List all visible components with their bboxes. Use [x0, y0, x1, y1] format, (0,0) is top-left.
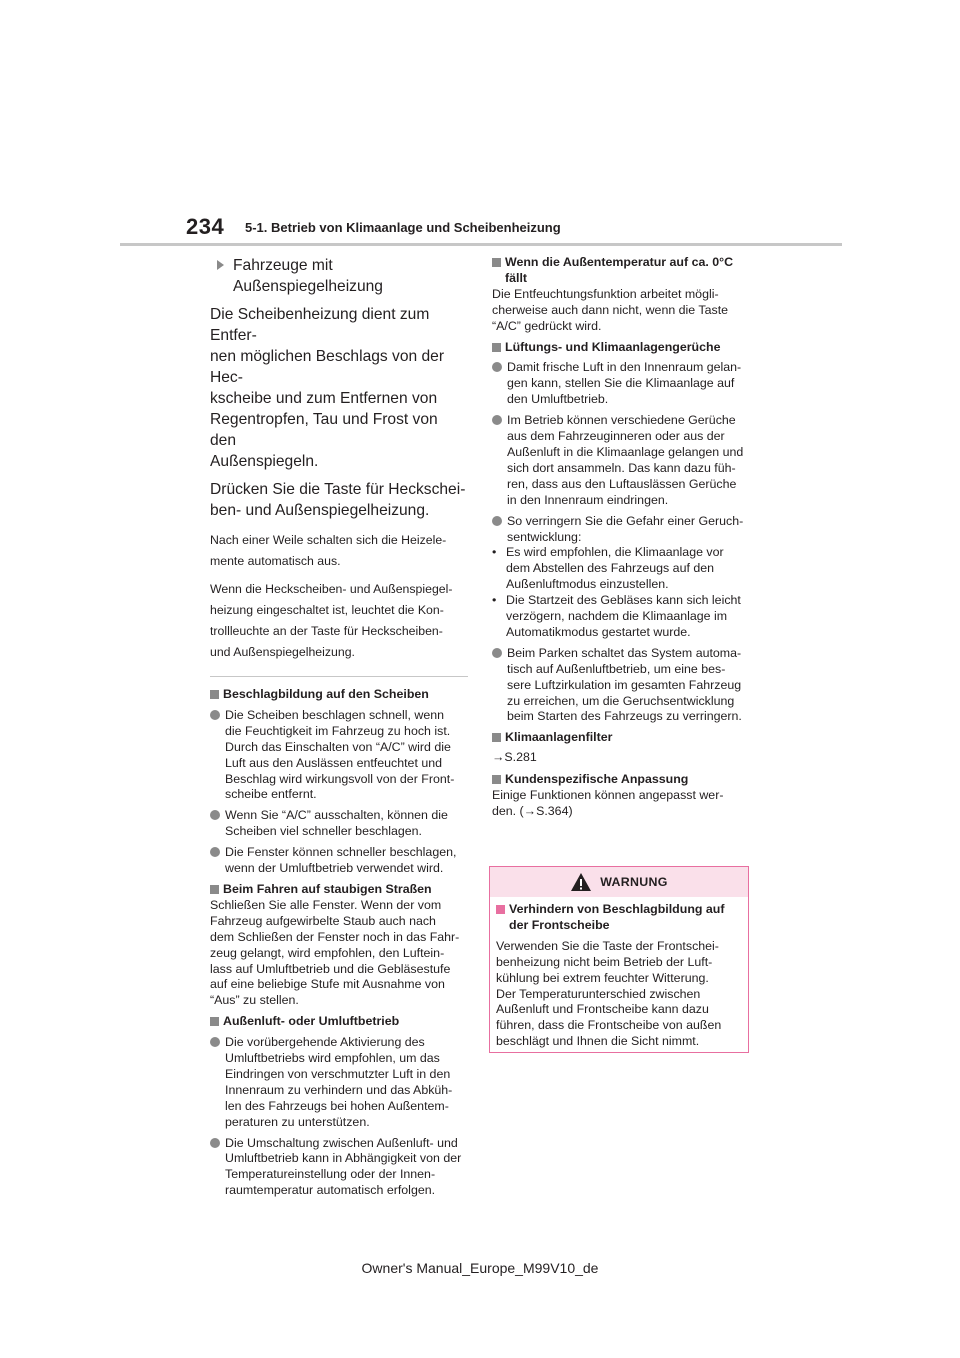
heading-customization: Kundenspezifische Anpassung [492, 772, 750, 788]
subheading: Fahrzeuge mit Außenspiegelheizung [210, 255, 468, 297]
text-line: Die Entfeuchtungsfunktion arbeitet mögli- [492, 286, 719, 301]
text-line: Die Startzeit des Gebläses kann sich leicht [506, 593, 741, 608]
left-column [210, 255, 468, 1199]
section-divider [210, 676, 468, 677]
warning-box [489, 866, 749, 1053]
text-line: Die Fenster können schneller beschlagen, [225, 845, 457, 860]
text-line: Temperatureinstellung oder der Innen- [225, 1167, 436, 1182]
paragraph-1 [210, 304, 468, 472]
text-line: Die Scheibenheizung dient zum Entfer- [210, 306, 430, 344]
text-line: Der Temperaturunterschied zwischen [496, 986, 701, 1001]
text-line: Scheiben viel schneller beschlagen. [225, 824, 422, 839]
bullet-icon [210, 847, 220, 857]
square-bullet-icon [210, 1017, 219, 1026]
text-line: peraturen zu unterstützen. [225, 1114, 370, 1129]
bullet-icon [492, 362, 502, 372]
square-bullet-icon [492, 258, 501, 267]
paragraph-dusty-roads [210, 898, 468, 1009]
text-line: “A/C” gedrückt wird. [492, 318, 602, 333]
list-item [210, 845, 468, 877]
text-line: die Feuchtigkeit im Fahrzeug zu hoch ist. [225, 723, 451, 738]
header-rule [120, 243, 842, 246]
heading-filter: Klimaanlagenfilter [492, 730, 750, 746]
text-line: aus dem Fahrzeuginneren oder aus der [507, 429, 725, 444]
warning-title: WARNUNG [600, 875, 668, 889]
text-line: Außenluft in die Klimaanlage gelangen und [507, 444, 744, 459]
square-bullet-icon [210, 690, 219, 699]
text-line: Die vorübergehende Aktivierung des [225, 1035, 425, 1050]
text-line: zu erreichen, um die Geruchsentwicklung [507, 693, 735, 708]
bullet-icon [492, 516, 502, 526]
list-item [210, 1136, 468, 1200]
text-line: Nach einer Weile schalten sich die Heizele- [210, 533, 447, 547]
text-line: beim Starten des Fahrzeugs zu verringern. [507, 709, 742, 724]
text-line: Wenn Sie “A/C” ausschalten, können die [225, 808, 448, 823]
text-line: und Außenspiegelheizung. [210, 645, 355, 659]
text-line: fällt [505, 270, 528, 285]
dash-item: • Die Startzeit des Gebläses kann sich leicht verzögern, nachdem die Klimaanlage im Automatikmodus gestartet wurde. [492, 593, 741, 639]
bullet-icon [210, 810, 220, 820]
text-line: Die Scheiben beschlagen schnell, wenn [225, 707, 445, 722]
text-line: scheibe entfernt. [225, 787, 317, 802]
text-line: Beim Parken schaltet das System automa- [507, 645, 742, 660]
text-line: raumtemperatur automatisch erfolgen. [225, 1183, 436, 1198]
warning-body [490, 897, 748, 1050]
text-line: gen kann, stellen Sie die Klimaanlage auf [507, 376, 735, 391]
list-item [492, 360, 750, 408]
text-line: cherweise auch dann nicht, wenn die Taste [492, 302, 729, 317]
text-line: Automatikmodus gestartet wurde. [506, 624, 691, 639]
section-title: 5-1. Betrieb von Klimaanlage und Scheibenheizung [245, 220, 561, 235]
paragraph-3 [210, 530, 468, 572]
text-line: den Umluftbetrieb. [507, 392, 609, 407]
text-line: auf eine beliebige Stufe mit Ausnahme von [210, 977, 445, 992]
heading-air-mode: Außenluft- oder Umluftbetrieb [210, 1014, 468, 1030]
heading-outside-temp [492, 255, 750, 287]
text-line: Drücken Sie die Taste für Heckschei- [210, 481, 466, 498]
text-line: Eindringen von verschmutzter Luft in den [225, 1066, 451, 1081]
text-line: Einige Funktionen können angepasst wer- [492, 788, 724, 803]
text-line: Wenn die Heckscheiben- und Außenspiegel- [210, 582, 453, 596]
dash-item: • Es wird empfohlen, die Klimaanlage vor dem Abstellen des Fahrzeugs auf den Außenluftmodus einzustellen. [492, 545, 724, 592]
bullet-icon [210, 1037, 220, 1047]
text-line: So verringern Sie die Gefahr einer Geruch- [507, 513, 744, 528]
text-line: kühlung bei extrem feuchter Witterung. [496, 970, 709, 985]
square-bullet-icon [492, 775, 501, 784]
text-line: Umluftbetriebs wird empfohlen, um das [225, 1051, 440, 1066]
text-line: benheizung nicht beim Betrieb der Luft- [496, 954, 713, 969]
list-item [492, 646, 750, 726]
square-bullet-icon [210, 885, 219, 894]
text-line: Im Betrieb können verschiedene Gerüche [507, 413, 736, 428]
text-line: Außenspiegeln. [210, 453, 319, 470]
page-number: 234 [186, 214, 225, 239]
bullet-icon [492, 415, 502, 425]
text-line: Verwenden Sie die Taste der Frontschei- [496, 938, 719, 953]
text-line: ben- und Außenspiegelheizung. [210, 502, 430, 519]
footer-text: Owner's Manual_Europe_M99V10_de [361, 1260, 599, 1276]
list-item [492, 514, 750, 546]
text-line: Außenluft und Frontscheibe kann dazu [496, 1002, 709, 1017]
text-line: trollleuchte an der Taste für Heckscheiben- [210, 624, 443, 638]
text-line: mente automatisch aus. [210, 554, 341, 568]
heading-odors: Lüftungs- und Klimaanlagengerüche [492, 340, 750, 356]
text-line: Damit frische Luft in den Innenraum gelan- [507, 360, 742, 375]
text-line: der Frontscheibe [509, 917, 610, 932]
text-line: Verhindern von Beschlagbildung auf [509, 902, 725, 916]
paragraph-customization [492, 788, 750, 820]
bullet-icon [210, 1138, 220, 1148]
heading-dusty-roads: Beim Fahren auf staubigen Straßen [210, 882, 468, 898]
text-line: Regentropfen, Tau und Frost von den [210, 411, 438, 449]
text-line: sentwicklung: [507, 529, 582, 544]
text-line: Schließen Sie alle Fenster. Wenn der vom [210, 897, 442, 912]
paragraph-4 [210, 579, 468, 663]
text-line: “Aus” zu stellen. [210, 993, 299, 1008]
paragraph-outside-temp [492, 287, 750, 335]
text-line: Wenn die Außentemperatur auf ca. 0°C [505, 255, 734, 269]
text-line: beschlägt und Ihnen die Sicht nimmt. [496, 1034, 700, 1049]
text-line: tisch auf Außenluftbetrieb, um eine bes- [507, 661, 726, 676]
list-item [492, 413, 750, 508]
text-line: sich dort ansammeln. Das kann dazu füh- [507, 460, 736, 475]
text-line: Umluftbetrieb kann in Abhängigkeit von der [225, 1151, 462, 1166]
text-line: Luft aus den Auslässen entfeuchtet und [225, 755, 442, 770]
bullet-icon [492, 648, 502, 658]
right-column [492, 255, 750, 820]
text-line: Beschlag wird wirkungsvoll von der Front- [225, 771, 455, 786]
text-line: verzögern, nachdem die Klimaanlage im [506, 609, 728, 624]
text-line: len des Fahrzeugs bei hohen Außentem- [225, 1098, 449, 1113]
text-line: den. (→S.364) [492, 804, 573, 818]
warning-header [490, 867, 748, 897]
square-bullet-icon [496, 905, 505, 914]
text-line: Durch das Einschalten von “A/C” wird die [225, 739, 451, 754]
filter-page-reference[interactable]: →S.281 [492, 750, 537, 765]
text-line: kscheibe und zum Entfernen von [210, 390, 438, 407]
text-line: Fahrzeug aufgewirbelte Staub auch nach [210, 913, 436, 928]
text-line: Innenraum zu verhindern und das Abküh- [225, 1082, 453, 1097]
text-line: Außenluftmodus einzustellen. [506, 577, 669, 592]
square-bullet-icon [492, 343, 501, 352]
text-line: wenn der Umluftbetrieb verwendet wird. [225, 861, 444, 876]
warning-icon [570, 872, 592, 892]
text-line: sere Luftzirkulation im gesamten Fahrzeug [507, 677, 742, 692]
text-line: in den Innenraum eindringen. [507, 492, 669, 507]
text-line: ren, dass aus den Luftauslässen Gerüche [507, 476, 737, 491]
warning-heading [496, 902, 742, 934]
text-line: zeug gelangt, wird empfohlen, den Luftein- [210, 945, 445, 960]
paragraph-2 [210, 479, 468, 521]
text-line: dem Abstellen des Fahrzeugs auf den [506, 561, 715, 576]
bullet-icon [210, 710, 220, 720]
heading-fogging: Beschlagbildung auf den Scheiben [210, 687, 468, 703]
list-item [210, 708, 468, 803]
text-line: nen möglichen Beschlags von der Hec- [210, 348, 445, 386]
list-item [210, 808, 468, 840]
text-line: führen, dass die Frontscheibe von außen [496, 1018, 722, 1033]
text-line: dem Schließen der Fenster noch in das Fahr- [210, 929, 460, 944]
text-line: Die Umschaltung zwischen Außenluft- und [225, 1135, 458, 1150]
text-line: Es wird empfohlen, die Klimaanlage vor [506, 545, 724, 560]
text-line: lass auf Umluftbetrieb und die Gebläsestufe [210, 961, 451, 976]
warning-text [496, 939, 742, 1050]
triangle-bullet-icon [217, 260, 224, 270]
square-bullet-icon [492, 733, 501, 742]
text-line: heizung eingeschaltet ist, leuchtet die Kon- [210, 603, 444, 617]
list-item [210, 1035, 468, 1130]
